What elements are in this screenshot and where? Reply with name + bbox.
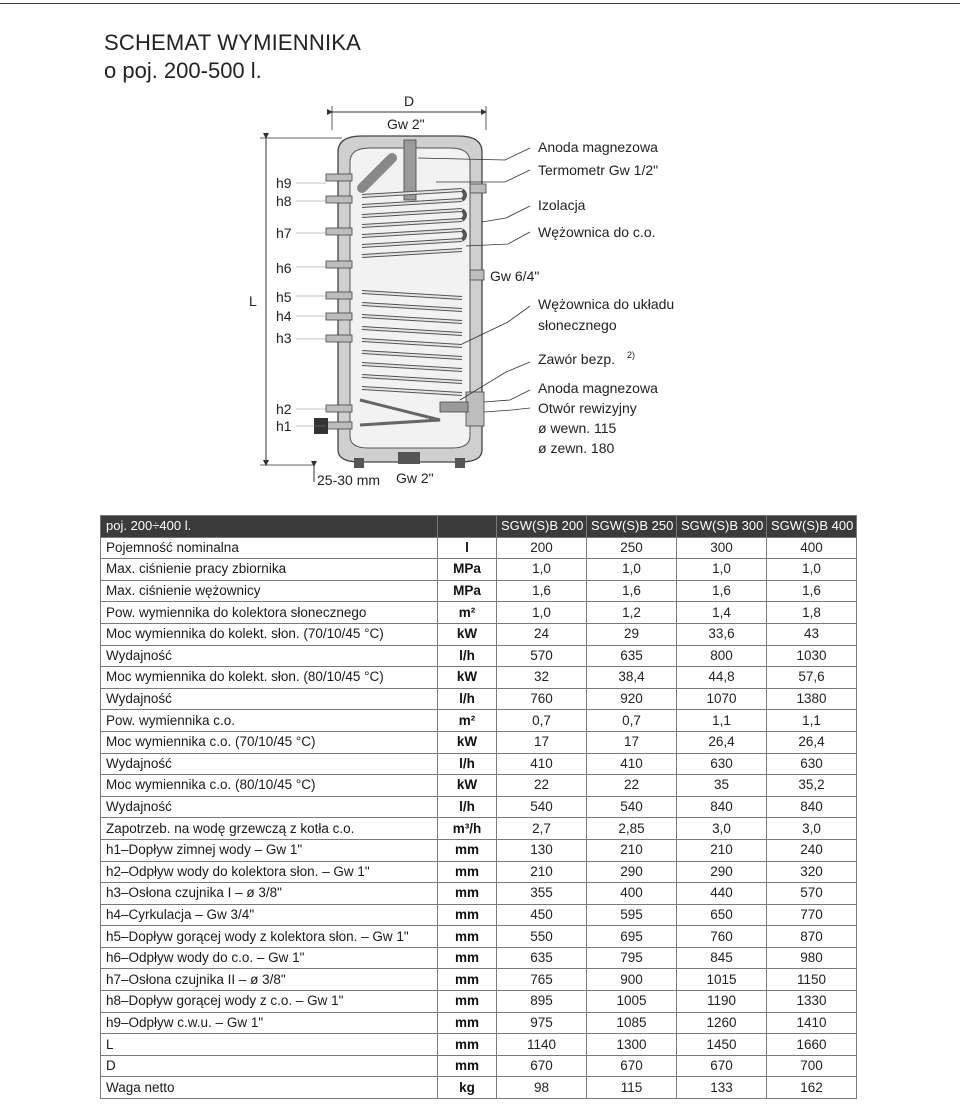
row-value: 26,4	[767, 731, 857, 753]
row-label: h4–Cyrkulacja – Gw 3/4"	[101, 904, 438, 926]
table-row	[101, 753, 857, 775]
callout-anode-bottom: Anoda magnezowa	[538, 380, 658, 396]
row-label: Pow. wymiennika do kolektora słonecznego	[101, 602, 438, 624]
row-value: 300	[677, 537, 767, 559]
table-row	[101, 947, 857, 969]
row-value: 700	[767, 1055, 857, 1077]
row-value: 240	[767, 839, 857, 861]
callout-anode-top: Anoda magnezowa	[538, 139, 658, 155]
table-row	[101, 926, 857, 948]
header-model: SGW(S)B 400	[767, 516, 857, 538]
row-value: 670	[497, 1055, 587, 1077]
top-rule	[0, 3, 960, 4]
row-value: 355	[497, 883, 587, 905]
row-value: 2,7	[497, 818, 587, 840]
height-label: h5	[276, 289, 292, 305]
header-model: SGW(S)B 200	[497, 516, 587, 538]
row-unit: l/h	[438, 645, 497, 667]
row-unit: mm	[438, 1034, 497, 1056]
top-connection-label: Gw 2"	[387, 116, 425, 132]
table-header-row	[101, 516, 857, 538]
callout-insulation: Izolacja	[538, 197, 586, 213]
row-value: 1005	[587, 991, 677, 1013]
height-label: h1	[276, 418, 292, 434]
height-label: h4	[276, 308, 292, 324]
row-value: 1,6	[767, 580, 857, 602]
row-value: 920	[587, 688, 677, 710]
table-row	[101, 623, 857, 645]
row-value: 870	[767, 926, 857, 948]
row-unit: kW	[438, 623, 497, 645]
row-unit: mm	[438, 926, 497, 948]
row-value: 35,2	[767, 775, 857, 797]
table-row	[101, 688, 857, 710]
row-unit: kW	[438, 775, 497, 797]
row-value: 765	[497, 969, 587, 991]
callout-outer-diameter: ø zewn. 180	[538, 440, 615, 456]
dim-d-label: D	[404, 93, 415, 109]
row-value: 44,8	[677, 667, 767, 689]
table-row	[101, 1034, 857, 1056]
row-value: 1,6	[497, 580, 587, 602]
row-value: 210	[587, 839, 677, 861]
bottom-gap-label: 25-30 mm	[317, 472, 381, 488]
row-label: h5–Dopływ gorącej wody z kolektora słon. – Gw 1"	[101, 926, 438, 948]
row-value: 795	[587, 947, 677, 969]
height-label: h2	[276, 401, 292, 417]
height-label: h3	[276, 330, 292, 346]
row-value: 2,85	[587, 818, 677, 840]
row-value: 1150	[767, 969, 857, 991]
row-value: 1070	[677, 688, 767, 710]
row-value: 35	[677, 775, 767, 797]
row-unit: m³/h	[438, 818, 497, 840]
row-label: Pojemność nominalna	[101, 537, 438, 559]
row-label: Pow. wymiennika c.o.	[101, 710, 438, 732]
row-unit: mm	[438, 1012, 497, 1034]
row-value: 22	[587, 775, 677, 797]
page-subtitle: o poj. 200-500 l.	[104, 58, 262, 83]
row-value: 650	[677, 904, 767, 926]
row-label: h1–Dopływ zimnej wody – Gw 1"	[101, 839, 438, 861]
row-value: 410	[497, 753, 587, 775]
table-row	[101, 710, 857, 732]
table-row	[101, 775, 857, 797]
row-value: 400	[767, 537, 857, 559]
header-unit	[438, 516, 497, 538]
row-value: 570	[497, 645, 587, 667]
row-value: 33,6	[677, 623, 767, 645]
row-value: 760	[497, 688, 587, 710]
row-value: 115	[587, 1077, 677, 1099]
row-value: 210	[677, 839, 767, 861]
table-row	[101, 1055, 857, 1077]
row-value: 24	[497, 623, 587, 645]
row-value: 980	[767, 947, 857, 969]
row-label: Wydajność	[101, 645, 438, 667]
row-value: 630	[677, 753, 767, 775]
table-row	[101, 969, 857, 991]
row-unit: l/h	[438, 753, 497, 775]
row-unit: MPa	[438, 580, 497, 602]
row-unit: mm	[438, 947, 497, 969]
row-value: 845	[677, 947, 767, 969]
row-value: 0,7	[497, 710, 587, 732]
row-unit: kW	[438, 667, 497, 689]
row-value: 17	[497, 731, 587, 753]
height-label: h7	[276, 225, 292, 241]
row-value: 410	[587, 753, 677, 775]
table-row	[101, 1012, 857, 1034]
row-value: 1450	[677, 1034, 767, 1056]
row-value: 290	[587, 861, 677, 883]
row-value: 540	[587, 796, 677, 818]
row-unit: mm	[438, 883, 497, 905]
row-label: Max. ciśnienie pracy zbiornika	[101, 559, 438, 581]
row-value: 38,4	[587, 667, 677, 689]
page-title: SCHEMAT WYMIENNIKA	[104, 30, 362, 55]
callout-coil-solar-1: Wężownica do układu	[538, 296, 675, 312]
dim-l-label: L	[249, 293, 257, 309]
table-row	[101, 667, 857, 689]
row-value: 1,6	[587, 580, 677, 602]
table-row	[101, 580, 857, 602]
row-unit: kW	[438, 731, 497, 753]
row-label: h9–Odpływ c.w.u. – Gw 1"	[101, 1012, 438, 1034]
row-value: 670	[587, 1055, 677, 1077]
row-unit: MPa	[438, 559, 497, 581]
row-value: 130	[497, 839, 587, 861]
row-value: 595	[587, 904, 677, 926]
callout-inspection: Otwór rewizyjny	[538, 400, 637, 416]
row-value: 1085	[587, 1012, 677, 1034]
row-label: h2–Odpływ wody do kolektora słon. – Gw 1"	[101, 861, 438, 883]
row-value: 770	[767, 904, 857, 926]
table-row	[101, 645, 857, 667]
row-value: 43	[767, 623, 857, 645]
row-value: 760	[677, 926, 767, 948]
row-value: 1,2	[587, 602, 677, 624]
row-value: 1190	[677, 991, 767, 1013]
row-value: 1,0	[677, 559, 767, 581]
row-unit: mm	[438, 904, 497, 926]
row-label: h6–Odpływ wody do c.o. – Gw 1"	[101, 947, 438, 969]
row-value: 200	[497, 537, 587, 559]
row-label: h8–Dopływ gorącej wody z c.o. – Gw 1"	[101, 991, 438, 1013]
row-unit: kg	[438, 1077, 497, 1099]
row-value: 290	[677, 861, 767, 883]
row-unit: l	[438, 537, 497, 559]
row-label: L	[101, 1034, 438, 1056]
row-label: Waga netto	[101, 1077, 438, 1099]
row-label: Moc wymiennika c.o. (80/10/45 °C)	[101, 775, 438, 797]
row-value: 22	[497, 775, 587, 797]
row-value: 98	[497, 1077, 587, 1099]
row-unit: m²	[438, 602, 497, 624]
row-value: 895	[497, 991, 587, 1013]
row-value: 1330	[767, 991, 857, 1013]
row-value: 17	[587, 731, 677, 753]
row-label: Wydajność	[101, 688, 438, 710]
row-value: 900	[587, 969, 677, 991]
row-unit: mm	[438, 1055, 497, 1077]
row-unit: mm	[438, 969, 497, 991]
row-value: 210	[497, 861, 587, 883]
row-value: 975	[497, 1012, 587, 1034]
header-model: SGW(S)B 300	[677, 516, 767, 538]
row-value: 1410	[767, 1012, 857, 1034]
row-value: 1260	[677, 1012, 767, 1034]
row-value: 840	[677, 796, 767, 818]
callout-safety-valve-note: 2)	[627, 350, 636, 360]
row-value: 800	[677, 645, 767, 667]
table-row	[101, 861, 857, 883]
row-label: Moc wymiennika do kolekt. słon. (80/10/45 °C)	[101, 667, 438, 689]
row-value: 540	[497, 796, 587, 818]
row-label: Zapotrzeb. na wodę grzewczą z kotła c.o.	[101, 818, 438, 840]
header-model: SGW(S)B 250	[587, 516, 677, 538]
row-value: 840	[767, 796, 857, 818]
spec-table	[100, 515, 857, 1099]
callout-inner-diameter: ø wewn. 115	[538, 420, 617, 436]
row-label: D	[101, 1055, 438, 1077]
callout-coil-co: Wężownica do c.o.	[538, 224, 656, 240]
row-value: 1,6	[677, 580, 767, 602]
row-value: 0,7	[587, 710, 677, 732]
height-labels	[276, 175, 292, 434]
table-row	[101, 796, 857, 818]
row-value: 162	[767, 1077, 857, 1099]
callout-safety-valve: Zawór bezp.	[538, 351, 616, 367]
row-value: 1,0	[497, 559, 587, 581]
row-value: 32	[497, 667, 587, 689]
table-row	[101, 602, 857, 624]
row-value: 1030	[767, 645, 857, 667]
row-value: 1,4	[677, 602, 767, 624]
row-value: 3,0	[767, 818, 857, 840]
spec-table-body	[101, 537, 857, 1098]
row-value: 1380	[767, 688, 857, 710]
callout-thermometer: Termometr Gw 1/2"	[538, 162, 659, 178]
row-value: 1,8	[767, 602, 857, 624]
row-value: 26,4	[677, 731, 767, 753]
row-value: 29	[587, 623, 677, 645]
row-unit: l/h	[438, 688, 497, 710]
row-value: 550	[497, 926, 587, 948]
row-unit: l/h	[438, 796, 497, 818]
row-label: Max. ciśnienie wężownicy	[101, 580, 438, 602]
row-value: 1,1	[677, 710, 767, 732]
row-value: 635	[497, 947, 587, 969]
callout-coil-solar-2: słonecznego	[538, 317, 617, 333]
side-connection-label: Gw 6/4"	[490, 268, 540, 284]
row-value: 1015	[677, 969, 767, 991]
row-value: 695	[587, 926, 677, 948]
row-value: 1300	[587, 1034, 677, 1056]
table-row	[101, 818, 857, 840]
row-value: 630	[767, 753, 857, 775]
row-value: 1,0	[587, 559, 677, 581]
row-value: 133	[677, 1077, 767, 1099]
exchanger-diagram	[0, 90, 960, 500]
row-value: 320	[767, 861, 857, 883]
row-label: Wydajność	[101, 753, 438, 775]
row-unit: mm	[438, 991, 497, 1013]
row-value: 250	[587, 537, 677, 559]
table-row	[101, 731, 857, 753]
row-value: 1660	[767, 1034, 857, 1056]
header-capacity: poj. 200÷400 l.	[101, 516, 438, 538]
row-label: h7–Osłona czujnika II – ø 3/8"	[101, 969, 438, 991]
row-value: 670	[677, 1055, 767, 1077]
row-value: 1,1	[767, 710, 857, 732]
row-value: 570	[767, 883, 857, 905]
table-row	[101, 537, 857, 559]
row-label: h3–Osłona czujnika I – ø 3/8"	[101, 883, 438, 905]
row-label: Moc wymiennika do kolekt. słon. (70/10/45 °C)	[101, 623, 438, 645]
row-value: 440	[677, 883, 767, 905]
table-row	[101, 991, 857, 1013]
row-value: 1,0	[767, 559, 857, 581]
row-unit: mm	[438, 861, 497, 883]
row-value: 450	[497, 904, 587, 926]
bottom-connection-label: Gw 2"	[396, 470, 434, 486]
row-value: 3,0	[677, 818, 767, 840]
row-value: 1140	[497, 1034, 587, 1056]
height-label: h8	[276, 193, 292, 209]
row-label: Wydajność	[101, 796, 438, 818]
row-value: 635	[587, 645, 677, 667]
row-label: Moc wymiennika c.o. (70/10/45 °C)	[101, 731, 438, 753]
table-row	[101, 559, 857, 581]
table-row	[101, 883, 857, 905]
inspection-opening	[466, 392, 484, 426]
row-value: 400	[587, 883, 677, 905]
table-row	[101, 1077, 857, 1099]
height-label: h9	[276, 175, 292, 191]
row-unit: mm	[438, 839, 497, 861]
row-value: 1,0	[497, 602, 587, 624]
table-row	[101, 839, 857, 861]
table-row	[101, 904, 857, 926]
row-unit: m²	[438, 710, 497, 732]
row-value: 57,6	[767, 667, 857, 689]
height-label: h6	[276, 260, 292, 276]
